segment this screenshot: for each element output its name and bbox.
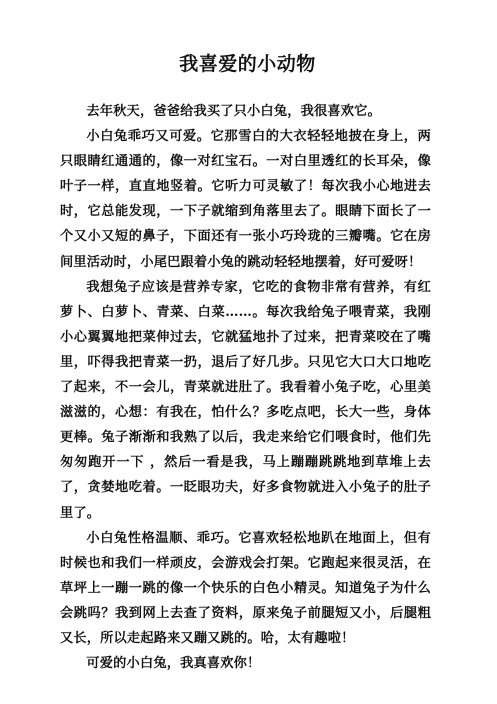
paragraph-1: 去年秋天，爸爸给我买了只小白兔，我很喜欢它。	[86, 104, 381, 119]
paragraph-3: 我想兔子应该是营养专家，它吃的食物非常有营养，有红萝卜、白萝卜、青菜、白菜……。每次我给兔子喂青菜，我刚小心翼翼地把菜伸过去，它就猛地扑了过来，把青菜咬在了嘴里，吓得我把青菜一扔，退后了好几步。只见它大口大口地吃了起来，不一会儿，青菜就进肚了。我看着小兔子吃，心里美滋滋的，心想：有我在，怕什么？多吃点吧，长大一些，身体更棒。兔子渐渐和我熟了以后，我走来给它们喂食时，他们先匆匆跑开一下 ，然后一看是我，马上蹦蹦跳跳地到草堆上去了，贪婪地吃着。一眨眼功夫，好多食物就进入小兔子的肚子里了。	[60, 279, 431, 521]
paragraph-4: 小白兔性格温顺、乖巧。它喜欢轻松地趴在地面上，但有时候也和我们一样顽皮，会游戏会打架。它跑起来很灵活，在草坪上一蹦一跳的像一个快乐的白色小精灵。知道兔子为什么会跳吗？我到网上去查了资料，原来兔子前腿短又小，后腿粗又长，所以走起路来又蹦又跳的。哈，太有趣啦！	[60, 530, 431, 646]
paragraph-2: 小白兔乖巧又可爱。它那雪白的大衣轻轻地披在身上，两只眼睛红通通的，像一对红宝石。一对白里透红的长耳朵，像叶子一样，直直地竖着。它听力可灵敏了！每次我小心地进去时，它总能发现，一下子就缩到角落里去了。眼睛下面长了一个又小又短的鼻子，下面还有一张小巧玲珑的三瓣嘴。它在房间里活动时，小尾巴跟着小兔的跳动轻轻地摆着，好可爱呀！	[60, 129, 431, 270]
paragraph-5: 可爱的小白兔，我真喜欢你！	[86, 656, 261, 672]
document-title: 我喜爱的小动物	[179, 53, 316, 75]
document-body	[60, 99, 431, 676]
